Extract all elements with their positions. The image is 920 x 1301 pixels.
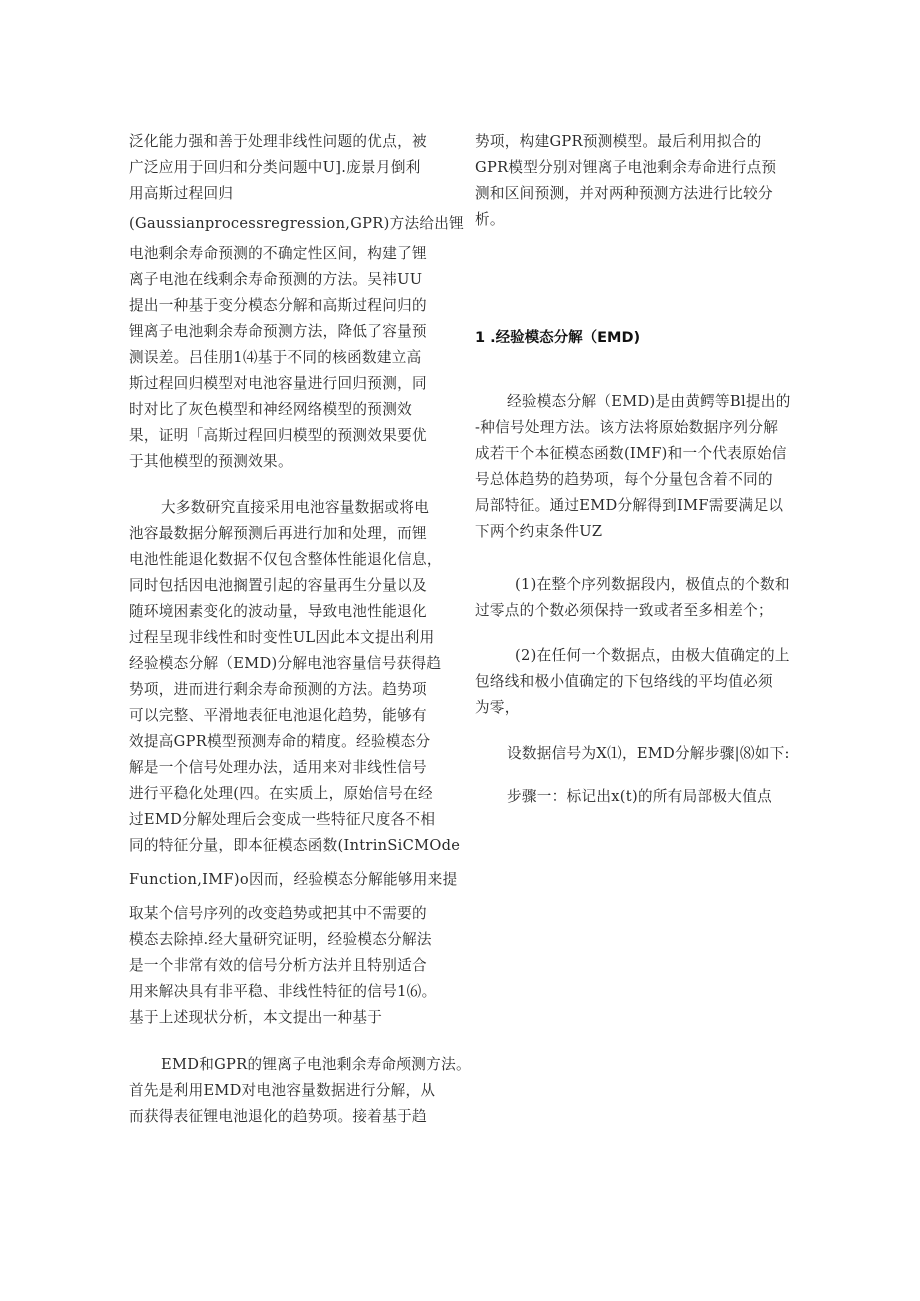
text-line: 势项，进而进行剩余寿命预测的方法。趋势项 [129, 681, 427, 698]
paragraph-start: 步骤一：标记出x(t)的所有局部极大值点 [507, 788, 772, 805]
text-line: 电池剩余寿命预测的不确定性区间，构建了锂 [129, 245, 427, 262]
paragraph-start: 大多数研究直接采用电池容量数据或将电 [161, 499, 430, 516]
text-line: 用高斯过程回归 [129, 185, 234, 202]
paragraph-start: 设数据信号为X⑴，EMD分解步骤|⑻如下: [507, 745, 790, 762]
text-line: 包络线和极小值确定的下包络线的平均值必须 [475, 673, 773, 690]
list-item: (2)在任何一个数据点，由极大值确定的上 [515, 647, 790, 664]
text-line: 过零点的个数必须保持一致或者至多相差个； [475, 602, 773, 619]
text-line: 析。 [475, 211, 505, 228]
text-line: 同时包括因电池搁置引起的容量再生分量以及 [129, 577, 427, 594]
text-line: 成若干个本征模态函数(IMF)和一个代表原始信 [475, 445, 787, 462]
text-line: 模态去除掉.经大量研究证明，经验模态分解法 [129, 931, 432, 948]
text-line: 同的特征分量，即本征模态函数(IntrinSiCMOde [129, 837, 461, 854]
text-line: 提出一种基于变分模态分解和高斯过程问归的 [129, 297, 427, 314]
text-line: 用来解决具有非平稳、非线性特征的信号1⑹。 [129, 983, 437, 1000]
text-line: 经验模态分解（EMD)分解电池容量信号获得趋 [129, 655, 442, 672]
text-line: 广泛应用于回归和分类问题中U].庞景月倒利 [129, 159, 421, 176]
text-line: 效提高GPR模型预测寿命的精度。经验模态分 [129, 733, 431, 750]
text-line: 号总体趋势的趋势项，每个分量包含着不同的 [475, 471, 773, 488]
text-line: 电池性能退化数据不仅包含整体性能退化信息， [129, 551, 442, 568]
text-line: 离子电池在线剩余寿命预测的方法。吴祎UU [129, 271, 423, 288]
list-item: (1)在整个序列数据段内，极值点的个数和 [515, 576, 790, 593]
text-line: 进行平稳化处理(四。在实质上，原始信号在经 [129, 785, 433, 802]
text-line: 为零， [475, 699, 520, 716]
text-line: 锂离子电池剩余寿命预测方法，降低了容量预 [129, 323, 427, 340]
text-line: 下两个约束条件UZ [475, 523, 603, 540]
text-line: 可以完整、平滑地表征电池退化趋势，能够有 [129, 707, 427, 724]
paragraph-start: 经验模态分解（EMD)是由黄鳄等Bl提出的 [507, 393, 791, 410]
text-line: 于其他模型的预测效果。 [129, 453, 293, 470]
text-line: 解是一个信号处理办法，适用来对非线性信号 [129, 759, 427, 776]
text-line: 果，证明「高斯过程回归模型的预测效果要优 [129, 427, 427, 444]
text-line: 而获得表征锂电池退化的趋势项。接着基于趋 [129, 1108, 427, 1125]
text-line: -种信号处理方法。该方法将原始数据序列分解 [475, 419, 779, 436]
text-line: 局部特征。通过EMD分解得到IMF需要满足以 [475, 497, 784, 514]
text-line: 首先是利用EMD对电池容量数据进行分解，从 [129, 1082, 436, 1099]
text-line: 基于上述现状分析，本文提出一种基于 [129, 1009, 383, 1026]
text-line: 随环境困素变化的波动量，导致电池性能退化 [129, 603, 427, 620]
text-line: GPR模型分别对锂离子电池剩余寿命进行点预 [475, 159, 777, 176]
text-line: 取某个信号序列的改变趋势或把其中不需要的 [129, 905, 427, 922]
text-line: 斯过程回归模型对电池容量进行回归预测，同 [129, 375, 427, 392]
paragraph-start: EMD和GPR的锂离子电池剩余寿命颅测方法。 [161, 1056, 471, 1073]
text-line: 测和区间预测，并对两种预测方法进行比较分 [475, 185, 773, 202]
text-line: 测误差。吕佳朋1⑷基于不同的核函数建立高 [129, 349, 422, 366]
text-line: 池容最数据分解预测后再进行加和处理，而锂 [129, 525, 427, 542]
text-line: 过程呈现非线性和时变性UL因此本文提出利用 [129, 629, 435, 646]
text-line: (Gaussianprocessregression,GPR)方法给出锂 [129, 215, 465, 232]
text-line: 时对比了灰色模型和神经网络模型的预测效 [129, 401, 412, 418]
text-line: 势项，构建GPR预测模型。最后利用拟合的 [475, 133, 762, 150]
text-line: 过EMD分解处理后会变成一些特征尺度各不相 [129, 811, 436, 828]
text-line: 是一个非常有效的信号分析方法并且特别适合 [129, 957, 427, 974]
text-line: 泛化能力强和善于处理非线性问题的优点，被 [129, 133, 427, 150]
text-line: Function,IMF)o因而，经验模态分解能够用来提 [129, 871, 458, 888]
section-heading: 1 .经验模态分解（EMD) [475, 330, 641, 346]
